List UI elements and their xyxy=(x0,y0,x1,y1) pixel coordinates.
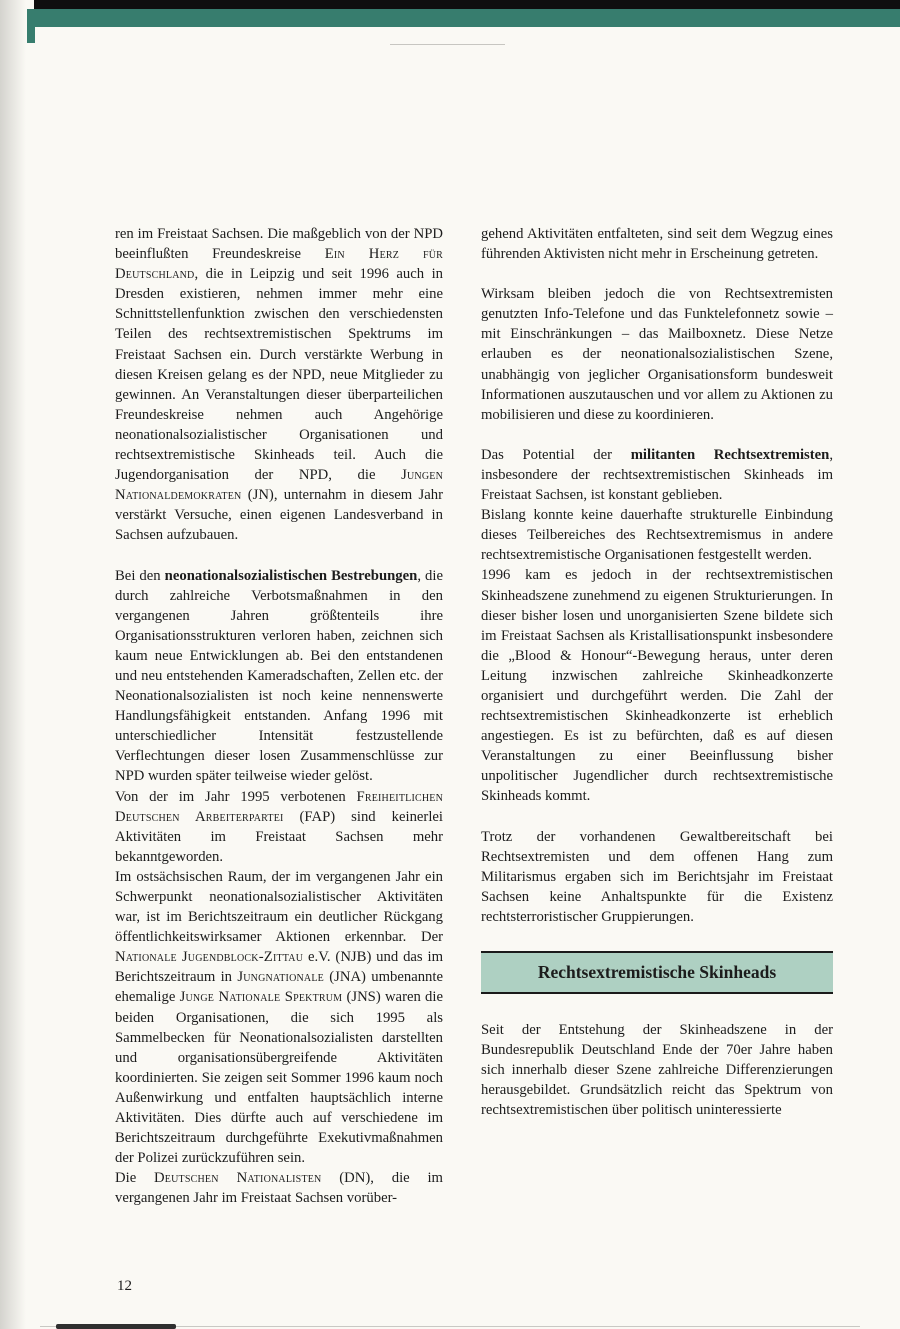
scan-artifact-line xyxy=(390,44,505,45)
organization-name: Ein Herz für Deutschland xyxy=(115,246,444,283)
text-run: (JNA) umbenannte ehemalige xyxy=(115,969,444,1006)
text-run: ren im Freistaat Sachsen. Die maßgeblich von der NPD beeinflußten Freundeskreise xyxy=(115,226,443,263)
text-run: (JN), unternahm in diesem Jahr verstärkt Versuche, einen eigenen Landesverband in Sachsen aufzubauen. xyxy=(115,487,443,544)
section-heading-text: Rechtsextremistische Skinheads xyxy=(537,962,777,982)
paragraph xyxy=(481,445,833,505)
section-heading-box xyxy=(481,951,833,994)
text-run: Im ostsächsischen Raum, der im vergangenen Jahr ein Schwerpunkt neonationalsozialistischer Aktivitäten war, ist im Berichtszeitraum ein deutlicher Rückgang öffentlichkeitswirksamer Aktionen erkennbar. Der xyxy=(115,868,443,946)
text-run: (FAP) sind keinerlei Aktivitäten im Freistaat Sachsen mehr bekanntgeworden. xyxy=(115,808,444,865)
paragraph xyxy=(481,284,833,425)
text-run: , die durch zahlreiche Verbotsmaßnahmen in den vergangenen Jahren größtenteils ihre Organisationsstrukturen verloren haben, zeichnen sich kaum neue Entwicklungen ab. Bei den entstandenen und neu entstehenden Kameradschaften, Zellen etc. der Neonationalsozialisten ist noch keine nennenswerte Handlungsfähigkeit entstanden. Anfang 1996 mit unterschiedlicher Intensität festzustellende Verflechtungen dieser losen Zusammenschlüsse zur NPD wurden später teilweise wieder gelöst. xyxy=(115,567,443,785)
paragraph xyxy=(115,224,443,546)
paragraph xyxy=(115,787,443,867)
paragraph xyxy=(115,867,443,1168)
text-run: Das Potential der xyxy=(481,446,631,463)
emphasis-text: neonationalsozialistischen Bestrebungen xyxy=(164,567,418,584)
text-run: gehend Aktivitäten entfalteten, sind seit dem Wegzug eines führenden Aktivisten nicht mehr in Erscheinung getreten. xyxy=(481,226,833,263)
text-run: Bislang konnte keine dauerhafte strukturelle Einbindung dieses Teilbereiches des Rechtsextremismus in andere rechtsextremistische Organisationen festgestellt werden. xyxy=(481,507,833,564)
paragraph xyxy=(481,224,833,264)
text-run: Trotz der vorhandenen Gewaltbereitschaft bei Rechtsextremisten und dem offenen Hang zum Militarismus ergaben sich im Berichtsjahr im Freistaat Sachsen keine Anhaltspunkte für die Existenz rechtsterroristischer Gruppierungen. xyxy=(481,828,833,925)
text-run: Bei den xyxy=(115,567,165,584)
organization-name: Junge Nationale Spektrum xyxy=(179,989,343,1006)
organization-name: Nationale Jugendblock-Zittau xyxy=(115,949,304,966)
text-run: e.V. (NJB) und das im Berichtszeitraum in xyxy=(115,949,444,986)
top-black-bar xyxy=(34,0,900,9)
organization-name: Jungen Nationaldemokraten xyxy=(115,467,443,504)
text-run: (JNS) waren die beiden Organisationen, die sich 1995 als Sammelbecken für Neonationalsozialisten darstellten und organisationsübergreifende Aktivitäten koordinierten. Sie zeigen seit Sommer 1996 kaum noch Außenwirkung und entfalten hauptsächlich interne Aktivitäten. Dies dürfte auch auf verschiedene im Berichtszeitraum durchgeführte Exekutivmaßnahmen der Polizei zurückzuführen sein. xyxy=(115,989,443,1167)
scan-bottom-smudge xyxy=(56,1324,176,1329)
organization-name: Freiheitlichen Deutschen Arbeiterpartei xyxy=(115,788,443,825)
top-teal-bar xyxy=(27,9,900,27)
paragraph xyxy=(481,505,833,565)
paragraph xyxy=(481,1020,833,1120)
organization-name: Jungnationale xyxy=(237,969,324,986)
text-run: , die in Leipzig und seit 1996 auch in Dresden existieren, nehmen immer mehr eine Schnittstellenfunktion zwischen den verschiedensten Teilen des rechtsextremistischen Spektrums im Freistaat Sachsen ein. Durch verstärkte Werbung in diesen Kreisen gelang es der NPD, neue Mitglieder zu gewinnen. An Veranstaltungen dieser überparteilichen Freundeskreise nehmen auch Angehörige neonationalsozialistischer Organisationen und rechtsextremistische Skinheads teil. Auch die Jugendorganisation der NPD, die xyxy=(115,266,443,484)
paragraph xyxy=(481,565,833,806)
text-run: 1996 kam es jedoch in der rechtsextremistischen Skinheadszene zunehmend zu eigenen Strukturierungen. In dieser bisher losen und unorganisierten Szene bildete sich im Freistaat Sachsen als Kristallisationspunkt insbesondere die „Blood & Honour“-Bewegung heraus, unter deren Leitung inzwischen zahlreiche Skinheadkonzerte organisiert und durchgeführt werden. Die Zahl der rechtsextremistischen Skinheadkonzerte ist erheblich angestiegen. Es ist zu befürchten, daß es auf diesen Veranstaltungen zu einer Beeinflussung bisher unpolitischer Jugendlicher durch rechtsextremistische Skinheads kommt. xyxy=(481,567,833,805)
top-teal-left-tab xyxy=(27,9,35,43)
text-run: Wirksam bleiben jedoch die von Rechtsextremisten genutzten Info-Telefone und das Funktelefonnetz sowie – mit Einschränkungen – das Mailboxnetz. Diese Netze erlauben es der neonationalsozialistischen Szene, unabhängig von jeglicher Organisationsform bundesweit Informationen auszutauschen und vor allem zu Aktionen zu mobilisieren und diese zu koordinieren. xyxy=(481,286,833,423)
left-text-column xyxy=(115,224,443,1209)
page-number: 12 xyxy=(117,1278,132,1294)
scan-left-edge-shadow xyxy=(0,0,26,1329)
text-run: Die xyxy=(115,1170,154,1187)
paragraph xyxy=(115,1168,443,1208)
text-run: , insbesondere der rechtsextremistischen Skinheads im Freistaat Sachsen, ist konstant geblieben. xyxy=(481,446,833,504)
paragraph xyxy=(481,827,833,927)
text-run: Von der im Jahr 1995 verbotenen xyxy=(115,788,357,805)
paragraph xyxy=(115,566,443,787)
text-run: (DN), die im vergangenen Jahr im Freistaat Sachsen vorüber- xyxy=(115,1170,443,1207)
emphasis-text: militanten Rechtsextremisten xyxy=(630,446,830,463)
organization-name: Deutschen Nationalisten xyxy=(154,1170,322,1187)
right-text-column xyxy=(481,224,833,1120)
text-run: Seit der Entstehung der Skinheadszene in der Bundesrepublik Deutschland Ende der 70er Jahre haben sich innerhalb dieser Szene zahlreiche Differenzierungen herausgebildet. Grundsätzlich reicht das Spektrum von rechtsextremistischen über politisch uninteressierte xyxy=(481,1022,833,1119)
